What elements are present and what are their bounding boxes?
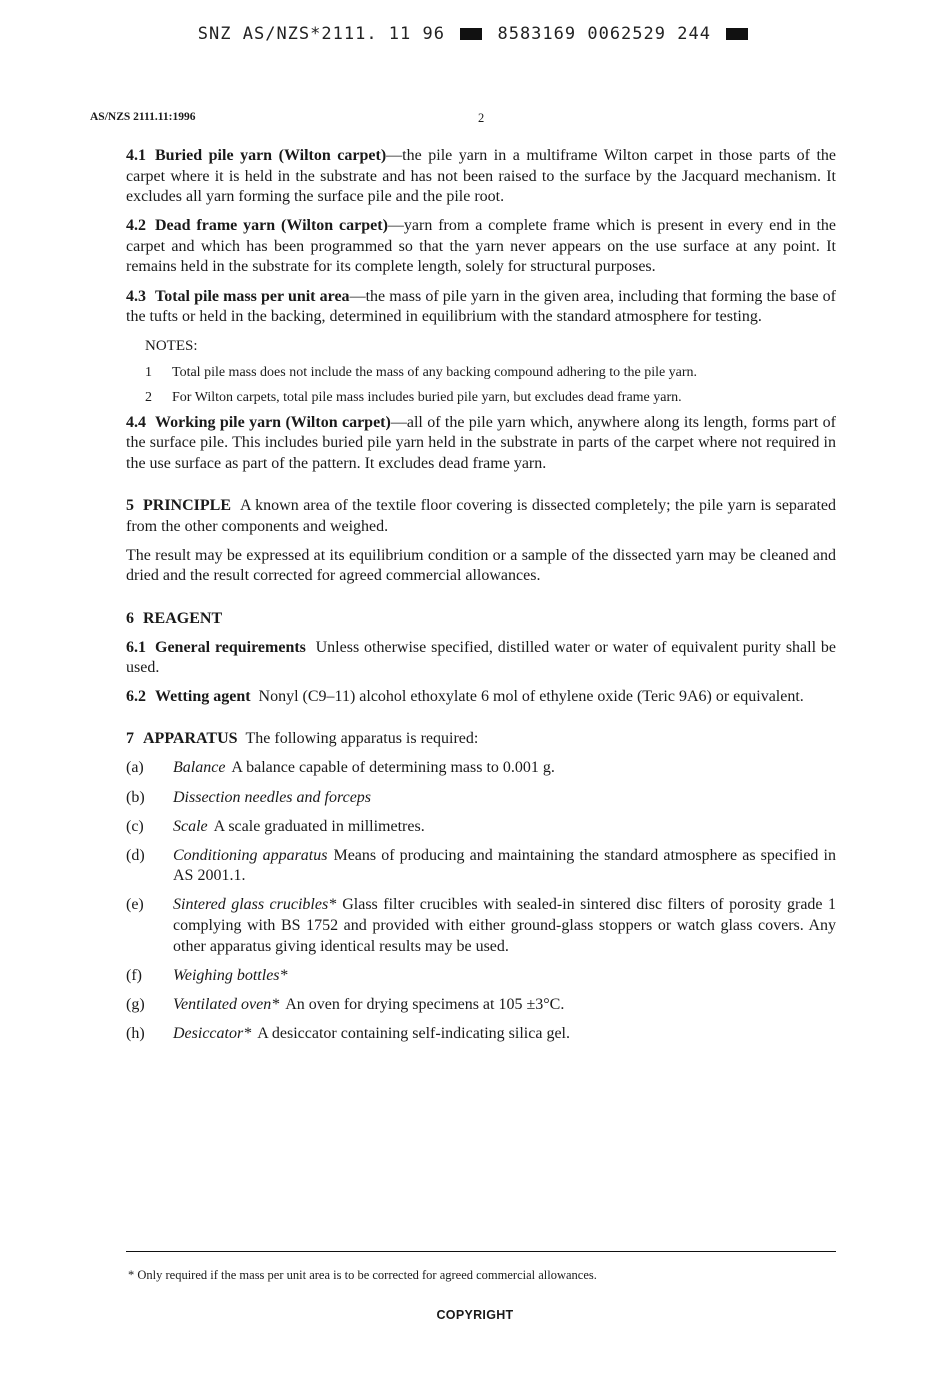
header-block-mark xyxy=(460,28,482,40)
header-block-mark-end xyxy=(726,28,748,40)
document-id: AS/NZS 2111.11:1996 xyxy=(90,111,196,123)
apparatus-item: (g) Ventilated oven* An oven for drying specimens at 105 ±3°C. xyxy=(126,995,565,1013)
apparatus-item: (c) Scale A scale graduated in millimetres. xyxy=(126,817,425,835)
apparatus-item: (f) Weighing bottles* xyxy=(126,966,288,984)
definition-4-1: 4.1 Buried pile yarn (Wilton carpet)—the pile yarn in a multiframe Wilton carpet in those parts of the carpet where it is held in the substrate and has not been raised to the surface by the Jacquard mechanism. It excludes all yarn forming the surface pile and the pile root. xyxy=(126,147,836,206)
header-code-left: SNZ AS/NZS*2111. 11 96 xyxy=(197,24,445,44)
copyright-label: COPYRIGHT xyxy=(436,1308,514,1322)
page-number: 2 xyxy=(478,111,485,125)
definition-4-4: 4.4 Working pile yarn (Wilton carpet)—all of the pile yarn which, anywhere along its length, forms part of the surface pile. This includes buried pile yarn held in the substrate in parts of the carpet where not required in the use surface as part of the pattern. It excludes dead frame yarn. xyxy=(126,413,837,473)
reagent-6-2: 6.2 Wetting agent Nonyl (C9–11) alcohol ethoxylate 6 mol of ethylene oxide (Teric 9A6) or equivalent. xyxy=(126,688,804,706)
section-reagent-heading: 6 REAGENT xyxy=(126,609,223,627)
scan-header-code xyxy=(0,24,950,44)
apparatus-item: (a) Balance A balance capable of determining mass to 0.001 g. xyxy=(126,759,555,777)
apparatus-item: (e) Sintered glass crucibles* Glass filter crucibles with sealed-in sintered disc filters of porosity grade 1 complying with BS 1752 and provided with either ground-glass stoppers or watch glass covers. Any other apparatus giving identical results may be used. xyxy=(126,896,837,955)
apparatus-item: (h) Desiccator* A desiccator containing self-indicating silica gel. xyxy=(126,1024,570,1042)
notes-label: NOTES: xyxy=(145,338,198,355)
section-principle: 5 PRINCIPLE A known area of the textile floor covering is dissected completely; the pile yarn is separated from the other components and weighed. xyxy=(126,497,837,535)
apparatus-item: (b) Dissection needles and forceps xyxy=(126,788,372,806)
reagent-6-1: 6.1 General requirements Unless otherwise specified, distilled water or water of equivalent purity shall be used. xyxy=(126,638,837,677)
definition-4-3: 4.3 Total pile mass per unit area—the mass of pile yarn in the given area, including that forming the base of the tufts or held in the backing, determined in equilibrium with the standard atmosphere for testing. xyxy=(126,287,837,326)
page-body xyxy=(126,146,836,1053)
principle-text-2: The result may be expressed at its equilibrium condition or a sample of the dissected yarn may be cleaned and dried and the result corrected for agreed commercial allowances. xyxy=(126,546,836,585)
note-item: 2 For Wilton carpets, total pile mass includes buried pile yarn, but excludes dead frame yarn. xyxy=(145,389,682,405)
apparatus-item: (d) Conditioning apparatus Means of producing and maintaining the standard atmosphere as specified in AS 2001.1. xyxy=(126,846,836,885)
footnote-divider xyxy=(126,1251,836,1252)
note-item: 1 Total pile mass does not include the mass of any backing compound adhering to the pile yarn. xyxy=(145,364,698,380)
header-code-right: 8583169 0062529 244 xyxy=(497,24,711,44)
footnote: * Only required if the mass per unit area is to be corrected for agreed commercial allowances. xyxy=(128,1268,597,1282)
section-apparatus-heading: 7 APPARATUS The following apparatus is required: xyxy=(126,730,479,748)
definition-4-2: 4.2 Dead frame yarn (Wilton carpet)—yarn from a complete frame which is present in every end in the carpet and which has been programmed so that the yarn never appears on the use surface at any point. It remains held in the substrate for its complete length, solely for structural purposes. xyxy=(126,217,836,276)
